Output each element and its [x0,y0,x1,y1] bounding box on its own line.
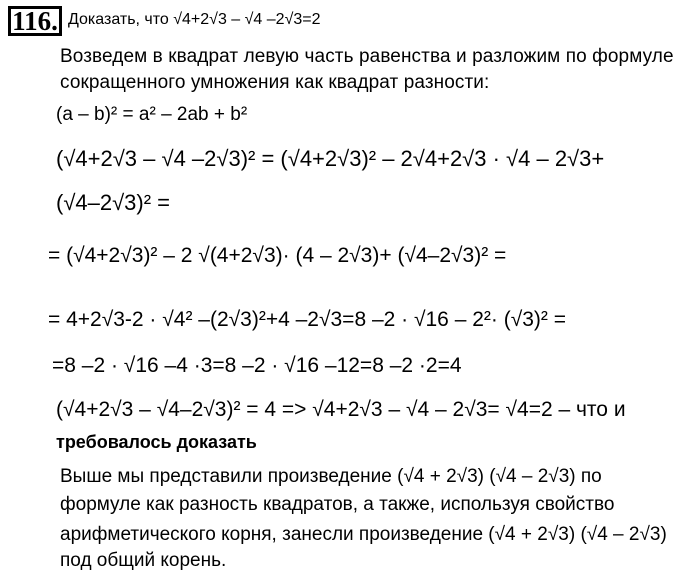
problem-statement: Доказать, что √4+2√3 – √4 –2√3=2 [68,11,321,28]
step-6: (√4+2√3 – √4–2√3)² = 4 => √4+2√3 – √4 – 2√3= √4=2 – что и [56,398,626,421]
step-7-conclusion: требовалось доказать [56,432,257,452]
step-3: = (√4+2√3)² – 2 √(4+2√3)· (4 – 2√3)+ (√4–2√3)² = [48,244,507,267]
outro-line-3: арифметического корня, занесли произведение (√4 + 2√3) (√4 – 2√3) [60,524,667,545]
step-2: (√4–2√3)² = [56,190,171,215]
outro-line-4: под общий корень. [60,550,227,571]
problem-number: 116. [8,6,62,36]
step-4: = 4+2√3-2 · √4² –(2√3)²+4 –2√3=8 –2 · √16 – 2²· (√3)² = [48,308,566,331]
intro-line-1: Возведем в квадрат левую часть равенства и разложим по формуле [60,46,674,67]
outro-line-1: Выше мы представили произведение (√4 + 2√3) (√4 – 2√3) по [60,466,602,487]
formula-square-of-difference: (a – b)² = a² – 2ab + b² [56,104,248,125]
outro-line-2: формуле как разность квадратов, а также, используя свойство [60,494,615,515]
step-1: (√4+2√3 – √4 –2√3)² = (√4+2√3)² – 2√4+2√3 · √4 – 2√3+ [56,146,605,171]
step-5: =8 –2 · √16 –4 ·3=8 –2 · √16 –12=8 –2 ·2=4 [52,354,462,377]
intro-line-2: сокращенного умножения как квадрат разности: [60,72,490,93]
